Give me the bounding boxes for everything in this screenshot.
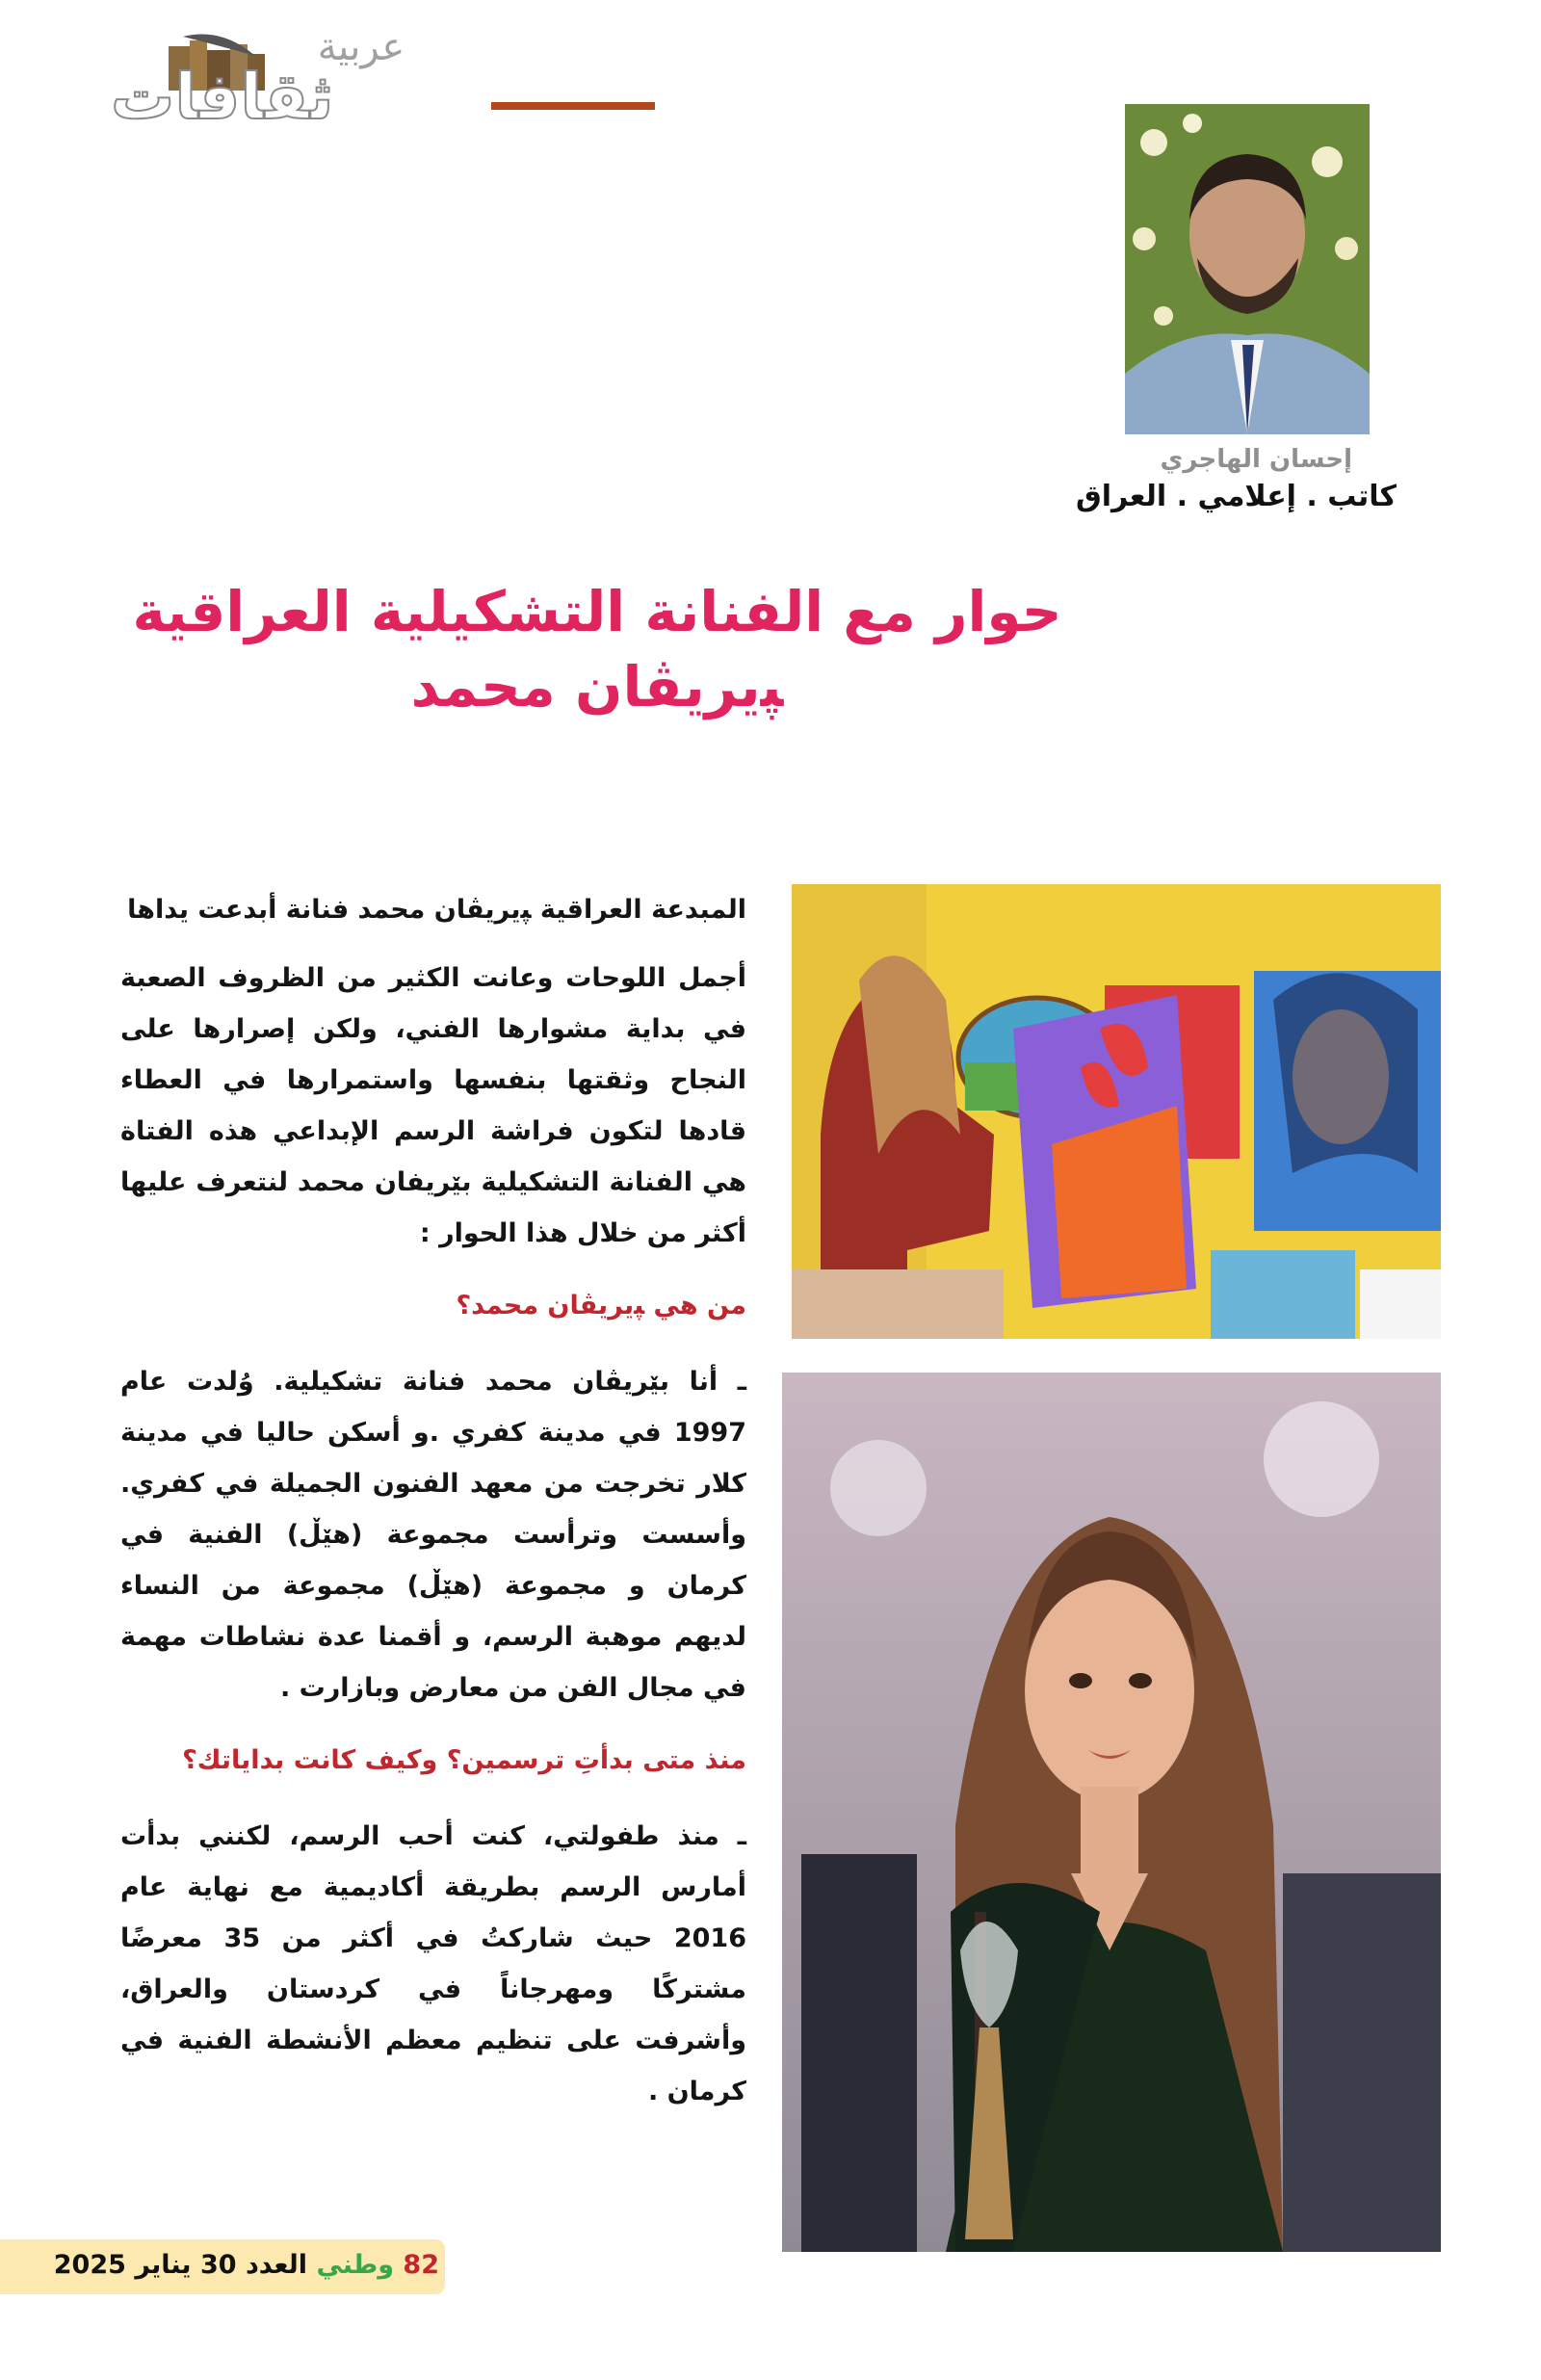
artist-painting-photo: [792, 884, 1441, 1339]
issue-label: العدد: [245, 2250, 308, 2280]
answer-1-text: ـ أنا بێريڤان محمد فنانة تشكيلية. وُلدت عام 1997 في مدينة كفري .و أسكن حاليا في مدينة كلار تخرجت من معهد الفنون الجميلة في كفري. وأسست وترأست مجموعة (هێڵ) الفنية في كرمان و مجموعة (هێڵ) مجموعة من النساء لديهم موهبة الرسم، و أقمنا عدة نشاطات مهمة في مجال الفن من معارض وبازارت .: [120, 1367, 746, 1703]
question-2: منذ متى بدأتِ ترسمين؟ وكيف كانت بداياتك؟: [182, 1745, 746, 1775]
author-photo: [1125, 104, 1370, 434]
article-title-line2: ﭙيريڤان محمد: [410, 654, 784, 719]
intro-lead: المبدعة العراقية ﭙيريڤان محمد فنانة أبدعت يداها: [127, 895, 746, 925]
answer-2-text: ـ منذ طفولتي، كنت أحب الرسم، لكنني بدأت أمارس الرسم بطريقة أكاديمية مع نهاية عام 2016 حيث شاركتُ في أكثر من 35 معرضًا مشتركًا ومهرجاناً في كردستان والعراق، وأشرفت على تنظيم معظم الأنشطة الفنية في كرمان .: [120, 1821, 746, 2106]
magazine-name: وطني: [316, 2250, 395, 2280]
issue-number: 30: [199, 2250, 237, 2280]
intro-paragraph: أجمل اللوحات وعانت الكثير من الظروف الصعبة في بداية مشوارها الفني، ولكن إصرارها على النجاح وثقتها بنفسها واستمرارها في العطاء قادها لتكون فراشة الرسم الإبداعي هذه الفتاة هي الفنانة التشكيلية بێريفان محمد لنتعرف عليها أكثر من خلال هذا الحوار :: [120, 963, 746, 1248]
answer-2: [120, 1811, 746, 2117]
article-title-line1: حوار مع الفنانة التشكيلية العراقية: [132, 579, 1062, 644]
question-1: من هي ﭙيريڤان محمد؟: [456, 1291, 746, 1321]
article-title: [116, 574, 1079, 724]
artist-portrait-photo: [782, 1373, 1441, 2252]
header-rule: [491, 102, 655, 110]
author-role: كاتب . إعلامي . العراق: [1075, 480, 1397, 513]
footer-info: [25, 2250, 439, 2280]
author-name: إحسان الهاجري: [1160, 445, 1352, 474]
article-intro: [120, 884, 746, 1259]
logo-title: ثقافات: [111, 60, 334, 134]
logo-subtitle: عربية: [317, 25, 405, 69]
answer-1: [120, 1356, 746, 1713]
page-number: 82: [403, 2250, 439, 2280]
issue-date: يناير 2025: [53, 2250, 192, 2280]
